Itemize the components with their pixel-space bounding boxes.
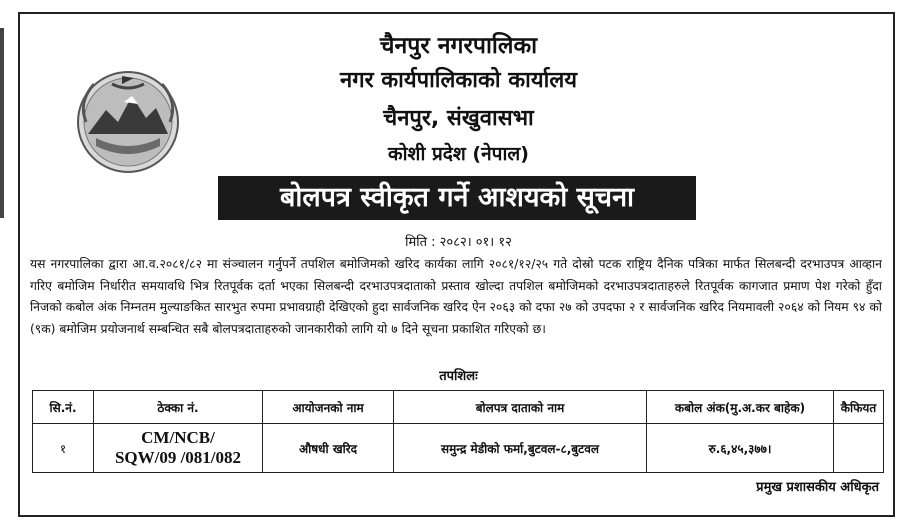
cell-serial: १ <box>33 424 94 473</box>
table-row <box>33 424 884 473</box>
public-notice <box>18 12 895 517</box>
bid-table <box>32 390 884 473</box>
col-bidder: बोलपत्र दाताको नाम <box>394 391 647 424</box>
col-contract-no: ठेक्का नं. <box>94 391 263 424</box>
province-name: कोशी प्रदेश (नेपाल) <box>388 143 529 165</box>
notice-date: मिति : २०८२। ०१। १२ <box>405 235 512 250</box>
col-amount: कबोल अंक(मु.अ.कर बाहेक) <box>647 391 834 424</box>
contract-no-line1: CM/NCB/ <box>141 428 215 447</box>
signatory-title: प्रमुख प्रशासकीय अधिकृत <box>756 480 879 495</box>
notice-body: यस नगरपालिका द्वारा आ.व.२०८१/८२ मा संञ्चालन गर्नुपर्ने तपशिल बमोजिमको खरिद कार्यका लागि २०८१/१२/२५ गते दोस्रो पटक राष्ट्रिय दैनिक पत्रिका मार्फत सिलबन्दी दरभाउपत्र आव्हान गरिए बमोजिम निर्धारीत समयावधि भित्र रितपूर्वक दर्ता भएका सिलबन्दी दरभाउपत्रदाताको प्रस्ताव खोल्दा तपशिल बमोजिमको दरभाउपत्रदाताहरुले रितपूर्वक कागजात प्रमाण पेश गरेको हुँदा निजको कबोल अंक निम्नतम मुल्याङकित सारभुत रुपमा प्रभावग्राही देखिएको हुदा सार्वजनिक खरिद ऐन २०६३ को दफा २७ को उपदफा २ र सार्वजनिक खरिद नियमावली २०६४ को नियम ९४ को (९क) बमोजिम प्रयोजनार्थ सम्बन्धित सबै बोलपत्रदाताहरुको जानकारीको लागि यो ७ दिने सूचना प्रकाशित गरिएको छ। <box>30 257 882 336</box>
contract-no-line2: SQW/09 /081/082 <box>114 448 242 467</box>
office-location: चैनपुर, संखुवासभा <box>383 106 534 131</box>
cell-amount: रु.६,४५,३७७। <box>647 424 834 473</box>
col-remarks: कैफियत <box>834 391 884 424</box>
col-serial: सि.नं. <box>33 391 94 424</box>
col-project: आयोजनको नाम <box>263 391 394 424</box>
table-header-row <box>33 391 884 424</box>
cell-contract-no <box>94 424 263 473</box>
schedule-heading: तपशिलः <box>439 369 478 384</box>
left-edge-mark <box>0 28 4 218</box>
municipality-name: चैनपुर नगरपालिका <box>379 33 538 59</box>
office-name: नगर कार्यपालिकाको कार्यालय <box>340 68 577 93</box>
cell-bidder: समुन्द्र मेडीको फर्मा,बुटवल-८,बुटवल <box>394 424 647 473</box>
notice-title: बोलपत्र स्वीकृत गर्ने आशयको सूचना <box>218 176 696 220</box>
cell-remarks <box>834 424 884 473</box>
cell-project: औषधी खरिद <box>263 424 394 473</box>
